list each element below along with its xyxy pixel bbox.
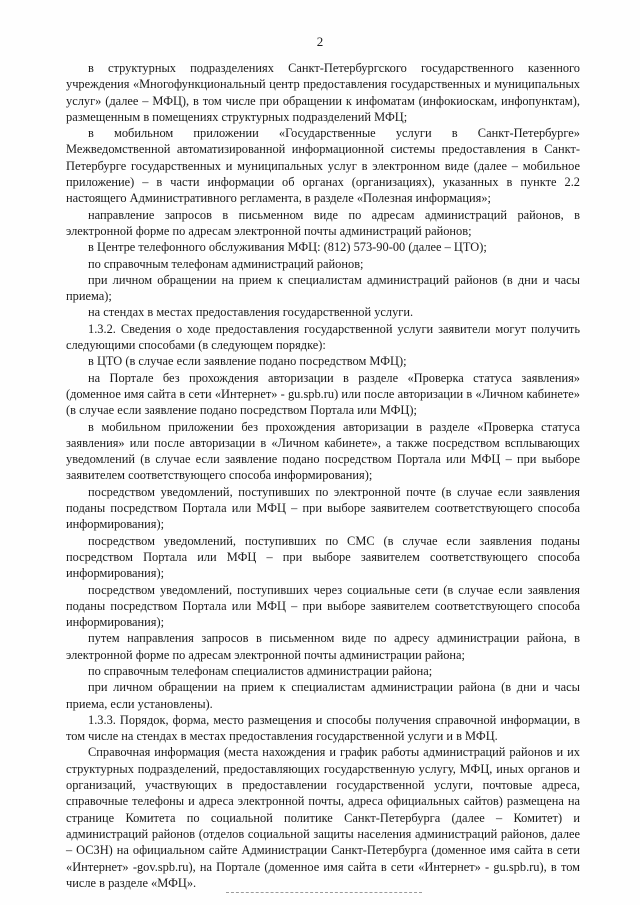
paragraph: направление запросов в письменном виде по адресам администраций районов, в электронной форме по адресам электронной почты администраций районов; — [66, 207, 580, 238]
paragraph: в ЦТО (в случае если заявление подано посредством МФЦ); — [88, 354, 407, 369]
paragraph: путем направления запросов в письменном виде по адресу администрации района, в электронной форме по адресам электронной почты администрации района; — [66, 631, 580, 662]
paragraph: на Портале без прохождения авторизации в разделе «Проверка статуса заявления» (доменное имя сайта в сети «Интернет» - gu.spb.ru) или после авторизации в «Личном кабинете» (в случае если заявление подано посредством Портала или МФЦ); — [66, 370, 580, 418]
paragraph: при личном обращении на прием к специалистам администраций районов (в дни и часы приема); — [66, 272, 580, 304]
paragraph: в мобильном приложении «Государственные услуги в Санкт-Петербурге» Межведомственной автоматизированной информационной системы предоставления в Санкт-Петербурге государственных и муниципальных услуг в электронном виде (далее – мобильное приложение) – в части информации об органах (организациях), указанных в пункте 2.2 настоящего Административного регламента, в разделе «Полезная информация»; — [66, 126, 580, 206]
paragraph: посредством уведомлений, поступивших по СМС (в случае если заявления поданы посредством Портала или МФЦ – при выборе заявителем соответствующего способа информирования); — [66, 533, 580, 581]
paragraph: на стендах в местах предоставления государственной услуги. — [88, 305, 414, 320]
paragraph: посредством уведомлений, поступивших через социальные сети (в случае если заявления поданы посредством Портала или МФЦ – при выборе заявителем соответствующего способа информирования); — [66, 582, 580, 630]
paragraph: по справочным телефонам администраций районов; — [88, 256, 364, 271]
paragraph: в мобильном приложении без прохождения авторизации в разделе «Проверка статуса заявления» или после авторизации в «Личном кабинете», а также посредством всплывающих уведомлений (в случае если заявление подано посредством Портала или МФЦ – при выборе заявителем соответствующего способа информирования); — [66, 419, 580, 483]
paragraph: при личном обращении на прием к специалистам администрации района (в дни и часы приема, если установлены). — [66, 680, 580, 711]
scan-artifact-line — [226, 892, 422, 893]
paragraph: посредством уведомлений, поступивших по электронной почте (в случае если заявления поданы посредством Портала или МФЦ – при выборе заявителем соответствующего способа информирования); — [66, 484, 580, 532]
page-number: 2 — [316, 34, 324, 49]
paragraph: в Центре телефонного обслуживания МФЦ: (812) 573-90-00 (далее – ЦТО); — [88, 240, 487, 255]
paragraph: по справочным телефонам специалистов администрации района; — [88, 663, 433, 678]
paragraph: 1.3.3. Порядок, форма, место размещения и способы получения справочной информации, в том числе на стендах в местах предоставления государственной услуги и в МФЦ. — [66, 712, 580, 744]
document-body — [66, 60, 580, 891]
paragraph: 1.3.2. Сведения о ходе предоставления государственной услуги заявители могут получить следующими способами (в следующем порядке): — [66, 321, 580, 353]
paragraph: Справочная информация (места нахождения и график работы администраций районов и их структурных подразделений, предоставляющих государственную услугу, МФЦ, иных органов и организаций, участвующих в предоставлении государственной услуги, почтовые адреса, справочные телефоны и адреса электронной почты, адреса официальных сайтов) размещена на странице Комитета по социальной политике Санкт-Петербурга (далее – Комитет) и администраций районов (отделов социальной защиты населения администраций районов, далее – ОСЗН) на официальном сайте Администрации Санкт-Петербурга (доменное имя сайта в сети «Интернет» -gov.spb.ru), на Портале (доменное имя сайта в сети «Интернет» - gu.spb.ru), в том числе в разделе «МФЦ». — [66, 745, 580, 890]
paragraph: в структурных подразделениях Санкт-Петербургского государственного казенного учреждения «Многофункциональный центр предоставления государственных и муниципальных услуг» (далее – МФЦ), в том числе при обращении к инфоматам (инфокиоскам, инфопунктам), размещенным в помещениях структурных подразделений МФЦ; — [66, 61, 580, 124]
